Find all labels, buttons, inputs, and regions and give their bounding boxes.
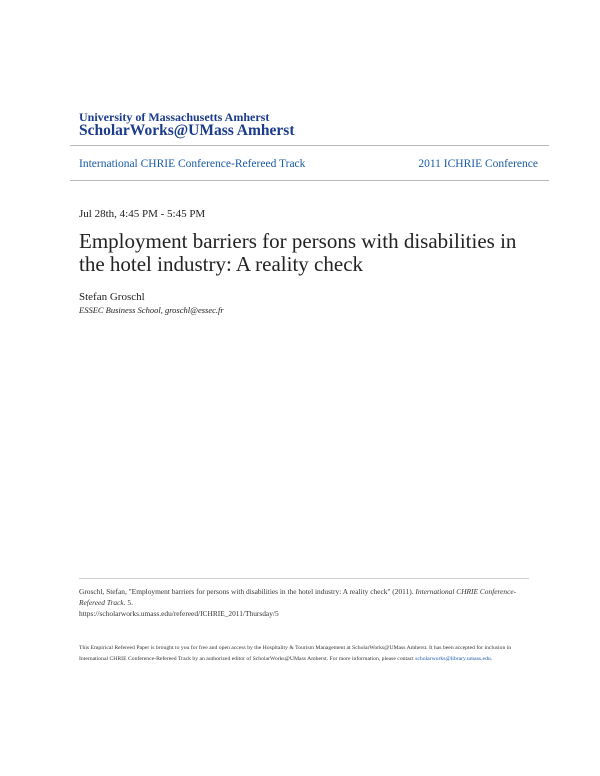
citation-url[interactable]: https://scholarworks.umass.edu/refereed/ICHRIE_2011/Thursday/5 [79,609,279,618]
divider-top [70,145,549,146]
author-affiliation: ESSEC Business School, groschl@essec.fr [79,305,224,315]
paper-title: Employment barriers for persons with disabilities in the hotel industry: A reality check [79,229,517,276]
university-name[interactable]: University of Massachusetts Amherst [79,110,270,124]
citation-block [79,586,531,619]
repository-name[interactable]: ScholarWorks@UMass Amherst [79,122,295,139]
divider-bottom [70,180,549,181]
citation-suffix: . 5. [123,598,133,607]
conference-link[interactable]: 2011 ICHRIE Conference [418,158,538,170]
author-name: Stefan Groschl [79,291,145,303]
citation-venue: International CHRIE Conference-Refereed Track [79,587,517,607]
citation-text: Groschl, Stefan, "Employment barriers for persons with disabilities in the hotel industry: A reality check" (2011). [79,587,416,596]
statement-end: . [490,656,493,662]
series-link[interactable]: International CHRIE Conference-Refereed Track [79,158,306,170]
statement-text: This Empirical Refereed Paper is brought to you for free and open access by the Hospitality & Tourism Management at ScholarWorks@UMass Amherst. It has been accepted for inclusion in International CHRIE Conference-Refereed Track by an authorized editor of ScholarWorks@UMass Amherst. For more information, please contact [79,645,512,662]
session-date-time: Jul 28th, 4:45 PM - 5:45 PM [79,208,206,220]
contact-email-link[interactable]: scholarworks@library.umass.edu [415,656,491,662]
access-statement [79,643,531,665]
footer-divider [79,578,529,579]
